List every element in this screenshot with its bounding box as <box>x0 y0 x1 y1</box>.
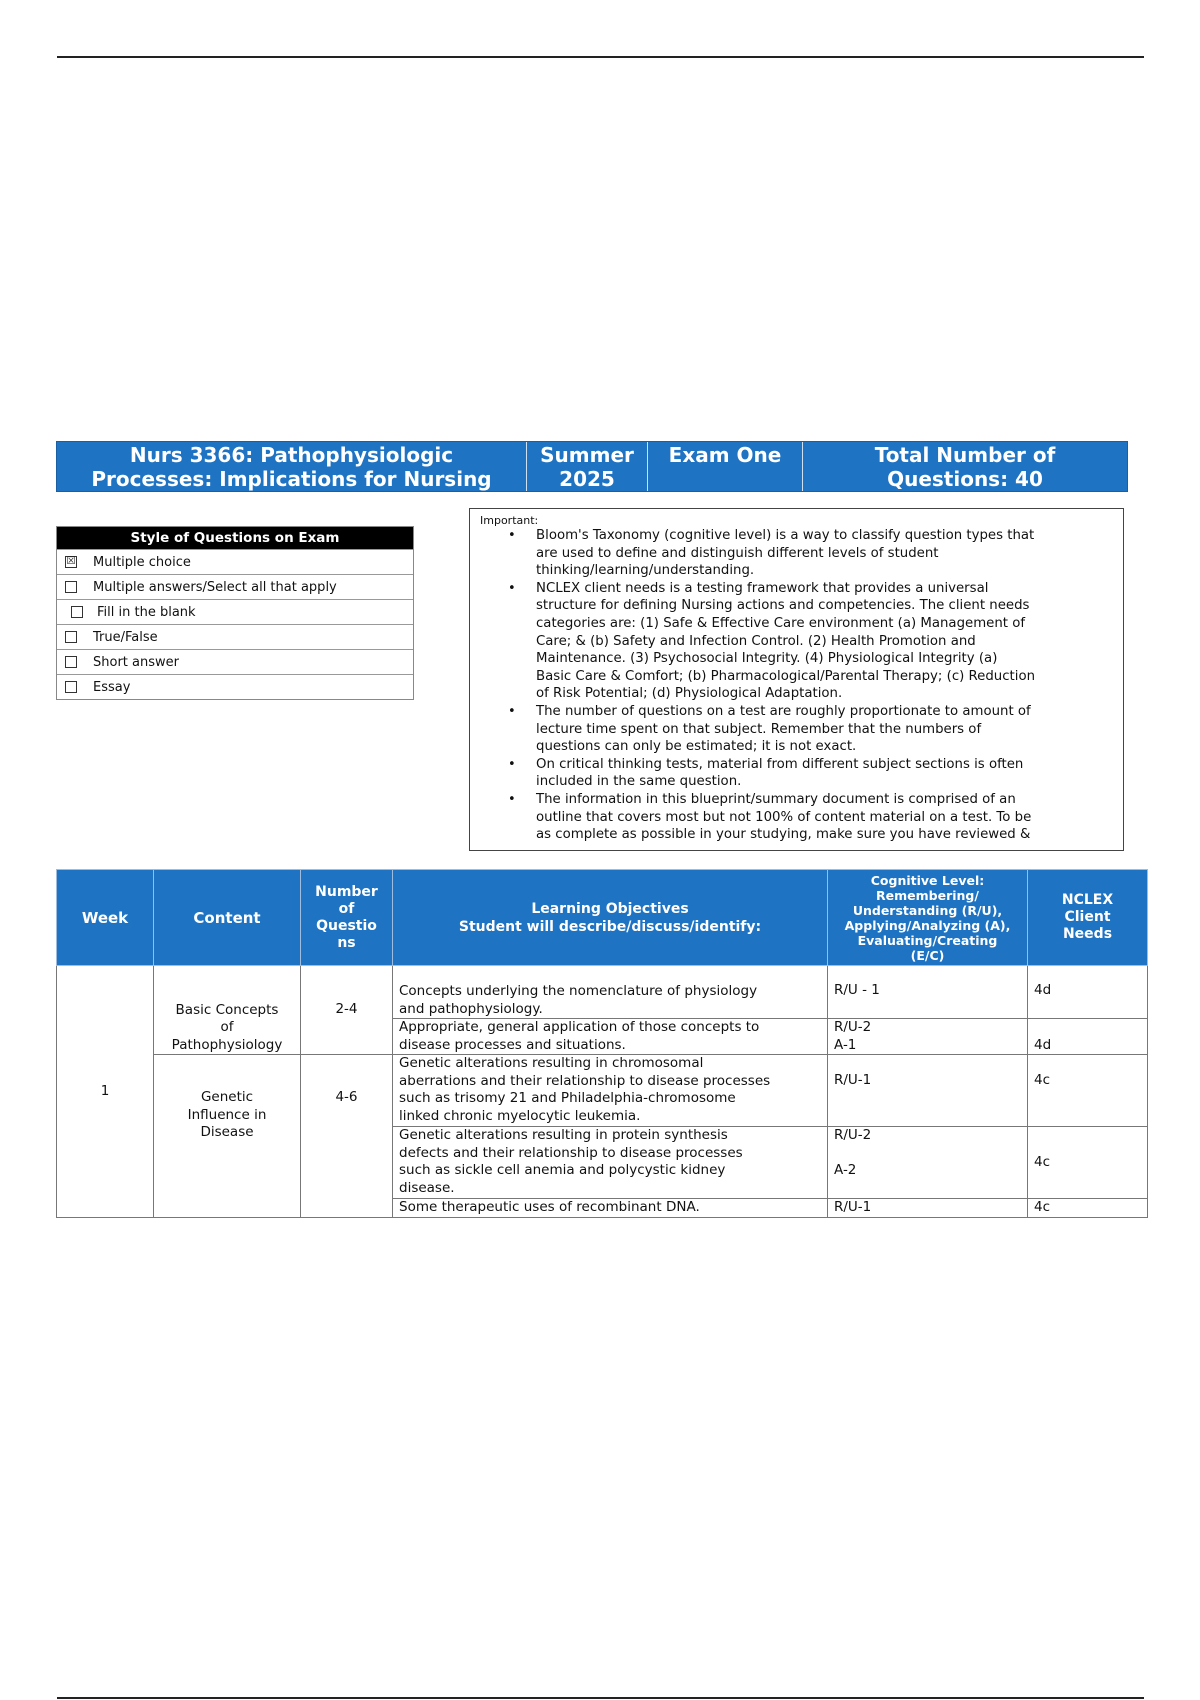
objective-cell: Concepts underlying the nomenclature of physiology and pathophysiology. <box>393 966 828 1019</box>
content-cell: Genetic Influence in Disease <box>154 1055 301 1218</box>
important-bullet: • The number of questions on a test are roughly proportionate to amount of lecture time spent on that subject. Remember that the numbers of questions can only be estimated; it is not exact. <box>480 703 1113 756</box>
objective-cell: Genetic alterations resulting in chromosomal aberrations and their relationship to disease processes such as trisomy 21 and Philadelphia-chromosome linked chronic myelocytic leukemia. <box>393 1055 828 1127</box>
cognitive-cell: R/U-1 <box>828 1199 1028 1218</box>
exam-title-banner <box>56 441 1128 492</box>
nclex-cell: 4c <box>1028 1055 1148 1127</box>
week-cell: 1 <box>57 966 154 1218</box>
header-number-of-questions: Number of Questio ns <box>301 870 393 966</box>
style-option-label: Fill in the blank <box>97 604 196 620</box>
content-cell: Basic Concepts of Pathophysiology <box>154 966 301 1055</box>
total-questions: Total Number of Questions: 40 <box>874 442 1056 491</box>
style-option-multiple-answers[interactable] <box>57 574 413 599</box>
style-option-label: Essay <box>93 679 131 695</box>
style-option-fill-blank[interactable] <box>57 599 413 624</box>
important-list <box>480 527 1113 844</box>
term-label: Summer 2025 <box>527 442 648 491</box>
checkbox-icon[interactable] <box>65 581 77 593</box>
number-cell: 2-4 <box>301 966 393 1055</box>
checkbox-icon[interactable] <box>65 631 77 643</box>
header-nclex-client-needs: NCLEX Client Needs <box>1028 870 1148 966</box>
number-cell: 4-6 <box>301 1055 393 1218</box>
style-option-label: True/False <box>93 629 158 645</box>
nclex-cell: 4d <box>1028 1019 1148 1055</box>
cognitive-cell: R/U-2 A-2 <box>828 1127 1028 1199</box>
important-notes-box <box>469 508 1124 851</box>
learning-objectives-table <box>56 869 1148 1218</box>
header-learning-objectives: Learning Objectives Student will describe/discuss/identify: <box>393 870 828 966</box>
nclex-cell: 4c <box>1028 1199 1148 1218</box>
exam-label: Exam One <box>648 442 803 491</box>
table-row <box>57 1055 1148 1127</box>
important-bullet: • NCLEX client needs is a testing framework that provides a universal structure for defining Nursing actions and competencies. The client needs categories are: (1) Safe & Effective Care environment (a) Management of Care; & (b) Safety and Infection Control. (2) Health Promotion and Maintenance. (3) Psychosocial Integrity. (4) Physiological Integrity (a) Basic Care & Comfort; (b) Pharmacological/Parental Therapy; (c) Reduction of Risk Potential; (d) Physiological Adaptation. <box>480 580 1113 703</box>
important-bullet: • Bloom's Taxonomy (cognitive level) is a way to classify question types that are used to define and distinguish different levels of student thinking/learning/understanding. <box>480 527 1113 580</box>
objective-cell: Some therapeutic uses of recombinant DNA. <box>393 1199 828 1218</box>
cognitive-cell: R/U - 1 <box>828 966 1028 1019</box>
style-option-multiple-choice[interactable] <box>57 549 413 574</box>
cognitive-cell: R/U-2 A-1 <box>828 1019 1028 1055</box>
nclex-cell: 4c <box>1028 1127 1148 1199</box>
footer-rule <box>57 1697 1144 1699</box>
question-style-box <box>56 526 414 700</box>
style-option-label: Multiple answers/Select all that apply <box>93 579 337 595</box>
header-rule <box>57 56 1144 58</box>
header-cognitive-level: Cognitive Level: Remembering/ Understanding (R/U), Applying/Analyzing (A), Evaluating/Creating (E/C) <box>828 870 1028 966</box>
important-title: Important: <box>480 514 539 527</box>
style-option-essay[interactable] <box>57 674 413 699</box>
checkbox-checked-icon[interactable]: ☒ <box>66 556 76 567</box>
nclex-cell: 4d <box>1028 966 1148 1019</box>
course-title: Nurs 3366: Pathophysiologic Processes: Implications for Nursing <box>57 442 527 491</box>
header-content: Content <box>154 870 301 966</box>
table-header-row <box>57 870 1148 966</box>
objective-cell: Appropriate, general application of those concepts to disease processes and situations. <box>393 1019 828 1055</box>
cognitive-cell: R/U-1 <box>828 1055 1028 1127</box>
style-option-short-answer[interactable] <box>57 649 413 674</box>
checkbox-icon[interactable] <box>71 606 83 618</box>
table-row <box>57 966 1148 1019</box>
style-option-label: Short answer <box>93 654 179 670</box>
question-style-header: Style of Questions on Exam <box>57 527 413 549</box>
checkbox-icon[interactable] <box>65 681 77 693</box>
important-bullet: • On critical thinking tests, material from different subject sections is often included in the same question. <box>480 756 1113 791</box>
objective-cell: Genetic alterations resulting in protein synthesis defects and their relationship to disease processes such as sickle cell anemia and polycystic kidney disease. <box>393 1127 828 1199</box>
checkbox-icon[interactable] <box>65 656 77 668</box>
header-week: Week <box>57 870 154 966</box>
style-option-true-false[interactable] <box>57 624 413 649</box>
important-bullet: • The information in this blueprint/summary document is comprised of an outline that covers most but not 100% of content material on a test. To be as complete as possible in your studying, make sure you have reviewed & <box>480 791 1113 844</box>
style-option-label: Multiple choice <box>93 554 191 570</box>
